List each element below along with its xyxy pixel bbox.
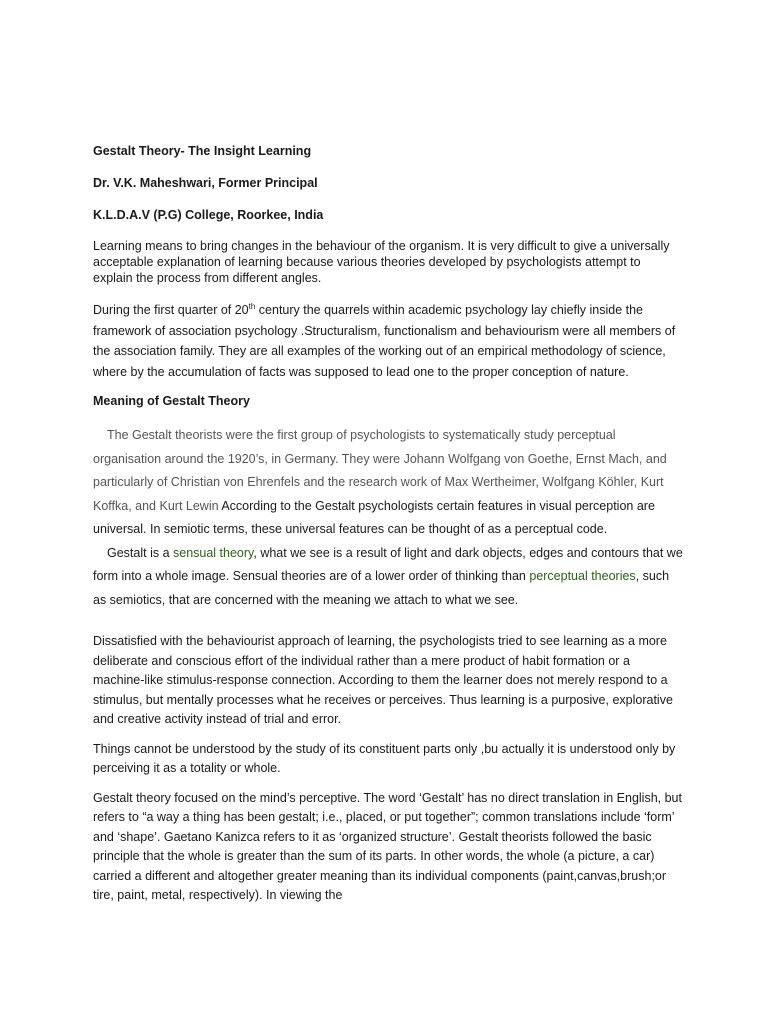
paragraph-constituent-parts: Things cannot be understood by the study of its constituent parts only ,bu actually it is understood only by perceiving it as a totality or whole. (93, 741, 676, 775)
p4-text-3: , such as semiotics, that are concerned with the meaning we attach to what we see. (93, 569, 670, 607)
author-line: Dr. V.K. Maheshwari, Former Principal (93, 176, 318, 190)
paragraph-dissatisfied: Dissatisfied with the behaviourist approach of learning, the psychologists tried to see learning as a more deliberate and conscious effort of the individual rather than a mere product of habit formation or a machine-like stimulus-response connection. According to them the learner does not merely respond to a stimulus, but mentally processes what he receives or perceives. Thus learning is a purposive, explorative and creative activity instead of trial and error. (93, 634, 673, 726)
paragraph-gestalt-theorists (93, 424, 683, 542)
superscript-th: th (248, 301, 256, 311)
paragraph-minds-perceptive: Gestalt theory focused on the mind’s perceptive. The word ‘Gestalt’ has no direct translation in English, but refers to “a way a thing has been gestalt; i.e., placed, or put together”; common translations include ‘form’ and ‘shape’. Gaetano Kanizca refers to it as ‘organized structure’. Gestalt theorists followed the basic principle that the whole is greater than the sum of its parts. In other words, the whole (a picture, a car) carried a different and altogether greater meaning than its individual components (paint,canvas,brush;or tire, paint, metal, respectively). In viewing the (93, 790, 682, 902)
sensual-theory-link[interactable]: sensual theory (173, 545, 254, 560)
paragraph-learning-intro: Learning means to bring changes in the behaviour of the organism. It is very difficult to give a universally acceptable explanation of learning because various theories developed by psychologists attempt to explain the process from different angles. (93, 239, 670, 285)
p3-gray-text: The Gestalt theorists were the first group of psychologists to systematically study perceptual organisation around the 1920’s, in Germany. They were Johann Wolfgang von Goethe, Ernst Mach, and particularly of Christian von Ehrenfels and the research work of Max Wertheimer, Wolfgang Köhler, Kurt Koffka, and Kurt Lewin (93, 428, 667, 513)
p2-text-start: During the first quarter of 20 (93, 303, 249, 317)
perceptual-theories-link[interactable]: perceptual theories (529, 569, 636, 583)
p4-text-2: , what we see is a result of light and dark objects, edges and contours that we form into a whole image. Sensual theories are of a lower order of thinking than (93, 545, 683, 583)
document-title: Gestalt Theory- The Insight Learning (93, 144, 312, 158)
paragraph-sensual-theory (93, 542, 683, 613)
paragraph-first-quarter (93, 300, 683, 382)
p4-text-1: Gestalt is a (107, 545, 173, 560)
section-heading-meaning: Meaning of Gestalt Theory (93, 394, 250, 408)
document-body (93, 142, 683, 916)
affiliation-line: K.L.D.A.V (P.G) College, Roorkee, India (93, 208, 324, 222)
p3-dark-text: According to the Gestalt psychologists certain features in visual perception are universal. In semiotic terms, these universal features can be thought of as a perceptual code. (93, 498, 655, 536)
p2-text-end: century the quarrels within academic psychology lay chiefly inside the framework of association psychology .Structuralism, functionalism and behaviourism were all members of the association family. They are all examples of the working out of an empirical methodology of science, where by the accumulation of facts was supposed to lead one to the proper conception of nature. (93, 303, 676, 379)
